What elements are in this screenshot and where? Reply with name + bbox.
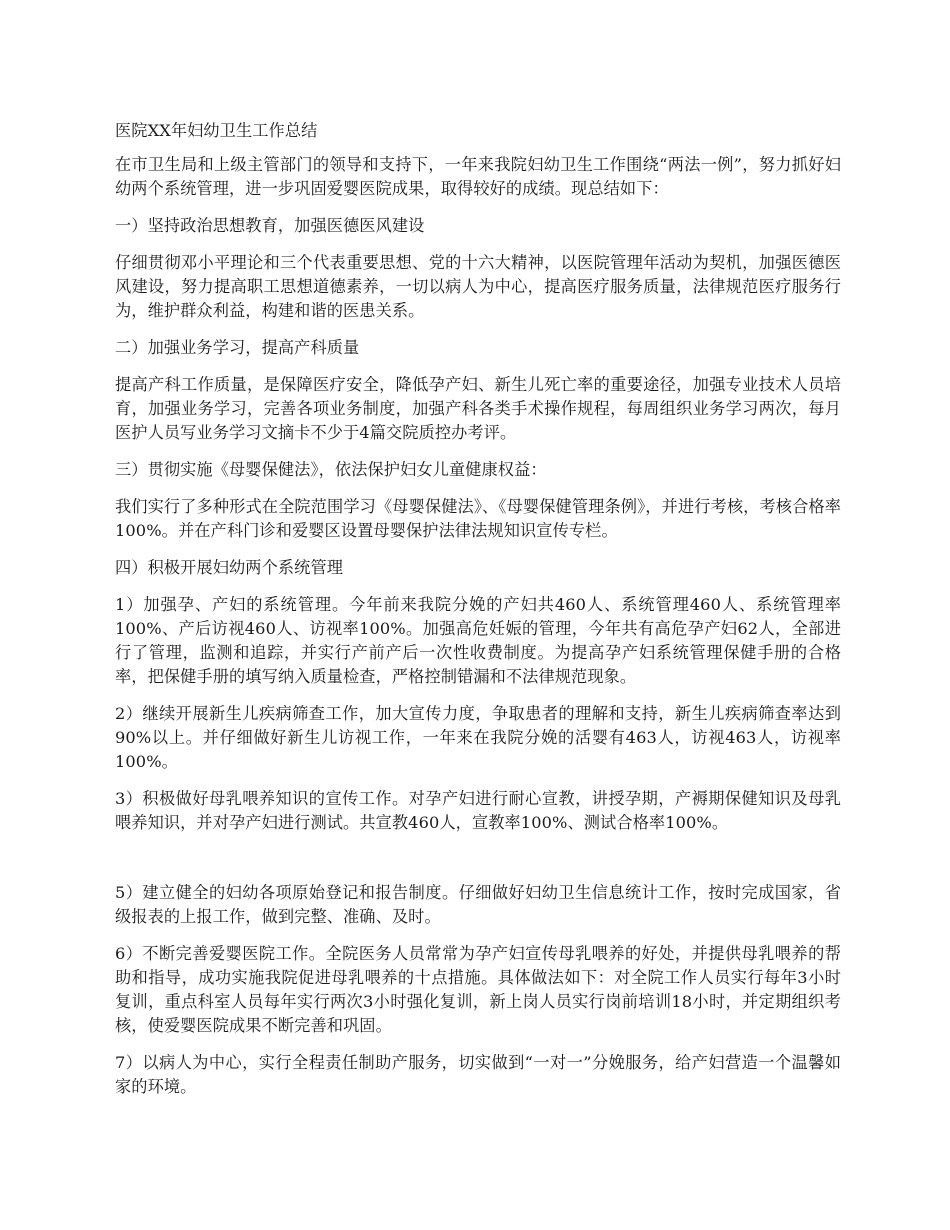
section-4-item-5: 5）建立健全的妇幼各项原始登记和报告制度。仔细做好妇幼卫生信息统计工作，按时完成国家，省级报表的上报工作，做到完整、准确、及时。 (115, 883, 841, 926)
section-4-heading: 四）积极开展妇幼两个系统管理 (115, 558, 344, 577)
section-1-heading: 一）坚持政治思想教育，加强医德医风建设 (115, 216, 425, 235)
section-4-item-2: 2）继续开展新生儿疾病筛查工作，加大宣传力度，争取患者的理解和支持，新生儿疾病筛查率达到90%以上。并仔细做好新生儿访视工作，一年来在我院分娩的活婴有463人，访视463人，访视率100%。 (115, 704, 841, 771)
section-4-item-1: 1）加强孕、产妇的系统管理。今年前来我院分娩的产妇共460人、系统管理460人、系统管理率100%、产后访视460人、访视率100%。加强高危妊娠的管理，今年共有高危孕产妇62人，全部进行了管理，监测和追踪，并实行产前产后一次性收费制度。为提高孕产妇系统管理保健手册的合格率，把保健手册的填写纳入质量检查，严格控制错漏和不法律规范现象。 (115, 595, 841, 686)
section-2-heading: 二）加强业务学习，提高产科质量 (115, 338, 360, 357)
section-4-item-3: 3）积极做好母乳喂养知识的宣传工作。对孕产妇进行耐心宣教，讲授孕期，产褥期保健知识及母乳喂养知识，并对孕产妇进行测试。共宣教460人，宣教率100%、测试合格率100%。 (115, 789, 841, 832)
section-1-body: 仔细贯彻邓小平理论和三个代表重要思想、党的十六大精神，以医院管理年活动为契机，加强医德医风建设，努力提高职工思想道德素养，一切以病人为中心，提高医疗服务质量，法律规范医疗服务行为，维护群众利益，构建和谐的医患关系。 (115, 253, 841, 320)
section-3-body: 我们实行了多种形式在全院范围学习《母婴保健法》、《母婴保健管理条例》，并进行考核，考核合格率100%。并在产科门诊和爱婴区设置母婴保护法律法规知识宣传专栏。 (115, 497, 841, 540)
section-4-item-6: 6）不断完善爱婴医院工作。全院医务人员常常为孕产妇宣传母乳喂养的好处，并提供母乳喂养的帮助和指导，成功实施我院促进母乳喂养的十点措施。具体做法如下：对全院工作人员实行每年3小时复训，重点科室人员每年实行两次3小时强化复训，新上岗人员实行岗前培训18小时，并定期组织考核，使爱婴医院成果不断完善和巩固。 (115, 944, 841, 1035)
section-2-body: 提高产科工作质量，是保障医疗安全，降低孕产妇、新生儿死亡率的重要途径，加强专业技术人员培育，加强业务学习，完善各项业务制度，加强产科各类手术操作规程，每周组织业务学习两次，每月医护人员写业务学习文摘卡不少于4篇交院质控办考评。 (115, 375, 841, 442)
blank-spacer (115, 848, 841, 881)
section-4-item-7: 7）以病人为中心，实行全程责任制助产服务，切实做到“一对一”分娩服务，给产妇营造一个温馨如家的环境。 (115, 1053, 841, 1096)
document-title: 医院XX年妇幼卫生工作总结 (115, 121, 318, 140)
document-page (115, 119, 841, 1112)
section-3-heading: 三）贯彻实施《母婴保健法》，依法保护妇女儿童健康权益： (115, 460, 547, 479)
intro-paragraph: 在市卫生局和上级主管部门的领导和支持下，一年来我院妇幼卫生工作围绕“两法一例”，努力抓好妇幼两个系统管理，进一步巩固爱婴医院成果，取得较好的成绩。现总结如下： (115, 155, 841, 198)
